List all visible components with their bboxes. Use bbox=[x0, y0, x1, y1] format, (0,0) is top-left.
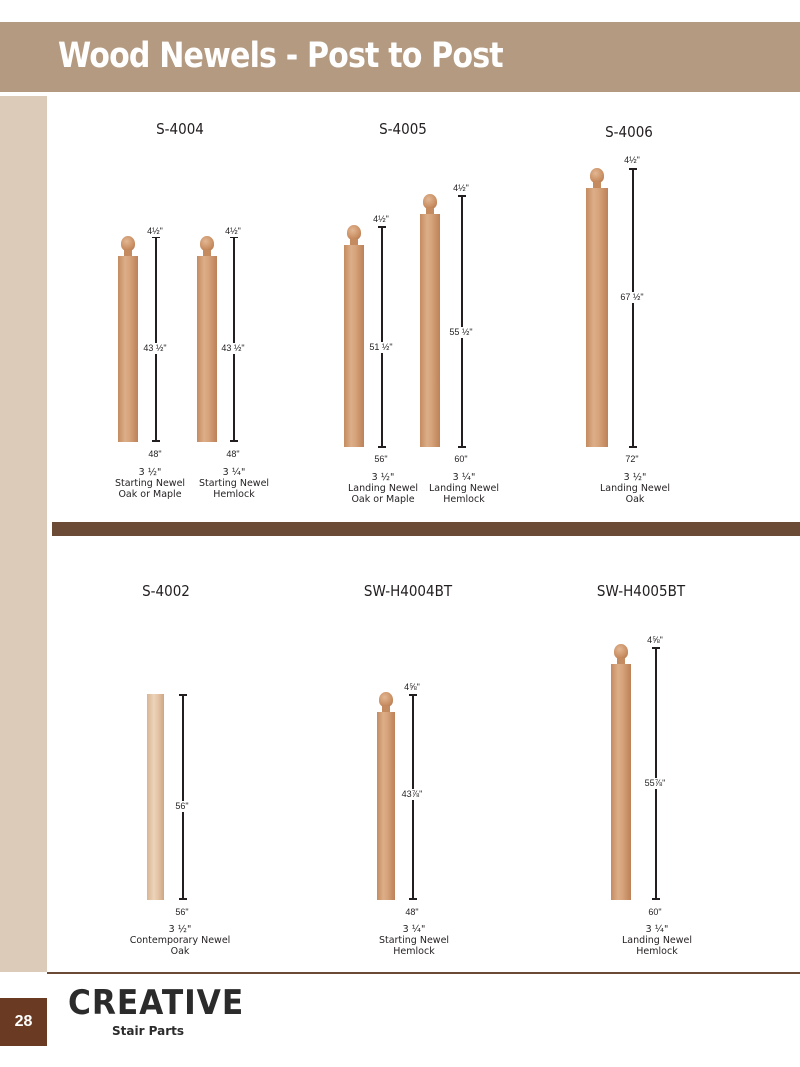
post-material: Oak bbox=[170, 946, 190, 957]
post-size: 3 ½" bbox=[623, 472, 647, 483]
post-size: 3 ½" bbox=[168, 924, 192, 935]
product-description bbox=[622, 924, 692, 957]
dimension-line bbox=[233, 236, 235, 442]
dimension-line bbox=[632, 168, 634, 448]
model-title-sw-h4004bt: SW-H4004BT bbox=[363, 582, 453, 600]
bottom-dimension: 48" bbox=[226, 449, 240, 459]
bottom-dimension: 56" bbox=[374, 454, 388, 464]
middle-dimension: 67 ½" bbox=[620, 292, 644, 302]
post-size: 3 ¼" bbox=[222, 467, 246, 478]
product-description bbox=[600, 472, 670, 505]
bottom-dimension: 56" bbox=[175, 907, 189, 917]
product-description bbox=[130, 924, 231, 957]
middle-dimension: 43 ½" bbox=[143, 343, 167, 353]
model-title-s-4002: S-4002 bbox=[142, 582, 190, 600]
footer-rule bbox=[47, 972, 800, 974]
top-dimension: 4⅝" bbox=[647, 635, 663, 645]
brand-logo: CREATIVE bbox=[68, 983, 245, 1023]
post-type: Starting Newel bbox=[114, 478, 186, 489]
product-description bbox=[429, 472, 499, 505]
post-type: Starting Newel bbox=[378, 935, 450, 946]
middle-dimension: 55⅞" bbox=[644, 778, 666, 788]
product-description bbox=[199, 467, 269, 500]
post-type: Landing Newel bbox=[599, 483, 671, 494]
post-type: Starting Newel bbox=[198, 478, 270, 489]
post-material: Hemlock bbox=[636, 946, 678, 957]
top-dimension: 4½" bbox=[373, 214, 389, 224]
post-material: Oak or Maple bbox=[118, 489, 182, 500]
post-type: Landing Newel bbox=[347, 483, 419, 494]
brand-tagline: Stair Parts bbox=[112, 1024, 185, 1038]
post-size: 3 ¼" bbox=[452, 472, 476, 483]
dimension-line bbox=[655, 647, 657, 900]
model-title-s-4006: S-4006 bbox=[605, 123, 653, 141]
product-description bbox=[379, 924, 449, 957]
dimension-line bbox=[461, 195, 463, 448]
post-material: Oak bbox=[625, 494, 645, 505]
section-divider bbox=[52, 522, 800, 536]
post-type: Landing Newel bbox=[428, 483, 500, 494]
post-size: 3 ¼" bbox=[402, 924, 426, 935]
dimension-line bbox=[155, 236, 157, 442]
top-dimension: 4⅝" bbox=[404, 682, 420, 692]
top-dimension: 4½" bbox=[225, 226, 241, 236]
product-description bbox=[348, 472, 418, 505]
model-title-s-4005: S-4005 bbox=[379, 120, 427, 138]
bottom-dimension: 72" bbox=[625, 454, 639, 464]
page-title: Wood Newels - Post to Post bbox=[58, 36, 503, 76]
top-dimension: 4½" bbox=[624, 155, 640, 165]
bottom-dimension: 60" bbox=[648, 907, 662, 917]
post-type: Contemporary Newel bbox=[129, 935, 231, 946]
middle-dimension: 43⅞" bbox=[401, 789, 423, 799]
middle-dimension: 56" bbox=[175, 801, 189, 811]
page-number: 28 bbox=[0, 998, 47, 1046]
post-material: Oak or Maple bbox=[351, 494, 415, 505]
product-description bbox=[115, 467, 185, 500]
top-dimension: 4½" bbox=[453, 183, 469, 193]
bottom-dimension: 48" bbox=[405, 907, 419, 917]
model-title-s-4004: S-4004 bbox=[156, 120, 204, 138]
bottom-dimension: 48" bbox=[148, 449, 162, 459]
middle-dimension: 55 ½" bbox=[449, 327, 473, 337]
post-size: 3 ½" bbox=[371, 472, 395, 483]
post-size: 3 ¼" bbox=[645, 924, 669, 935]
middle-dimension: 51 ½" bbox=[369, 342, 393, 352]
post-material: Hemlock bbox=[393, 946, 435, 957]
post-material: Hemlock bbox=[443, 494, 485, 505]
model-title-sw-h4005bt: SW-H4005BT bbox=[596, 582, 686, 600]
dimension-line bbox=[182, 694, 184, 900]
post-material: Hemlock bbox=[213, 489, 255, 500]
side-strip bbox=[0, 96, 47, 972]
post-type: Landing Newel bbox=[621, 935, 693, 946]
top-dimension: 4½" bbox=[147, 226, 163, 236]
post-size: 3 ½" bbox=[138, 467, 162, 478]
dimension-line bbox=[381, 226, 383, 448]
middle-dimension: 43 ½" bbox=[221, 343, 245, 353]
bottom-dimension: 60" bbox=[454, 454, 468, 464]
